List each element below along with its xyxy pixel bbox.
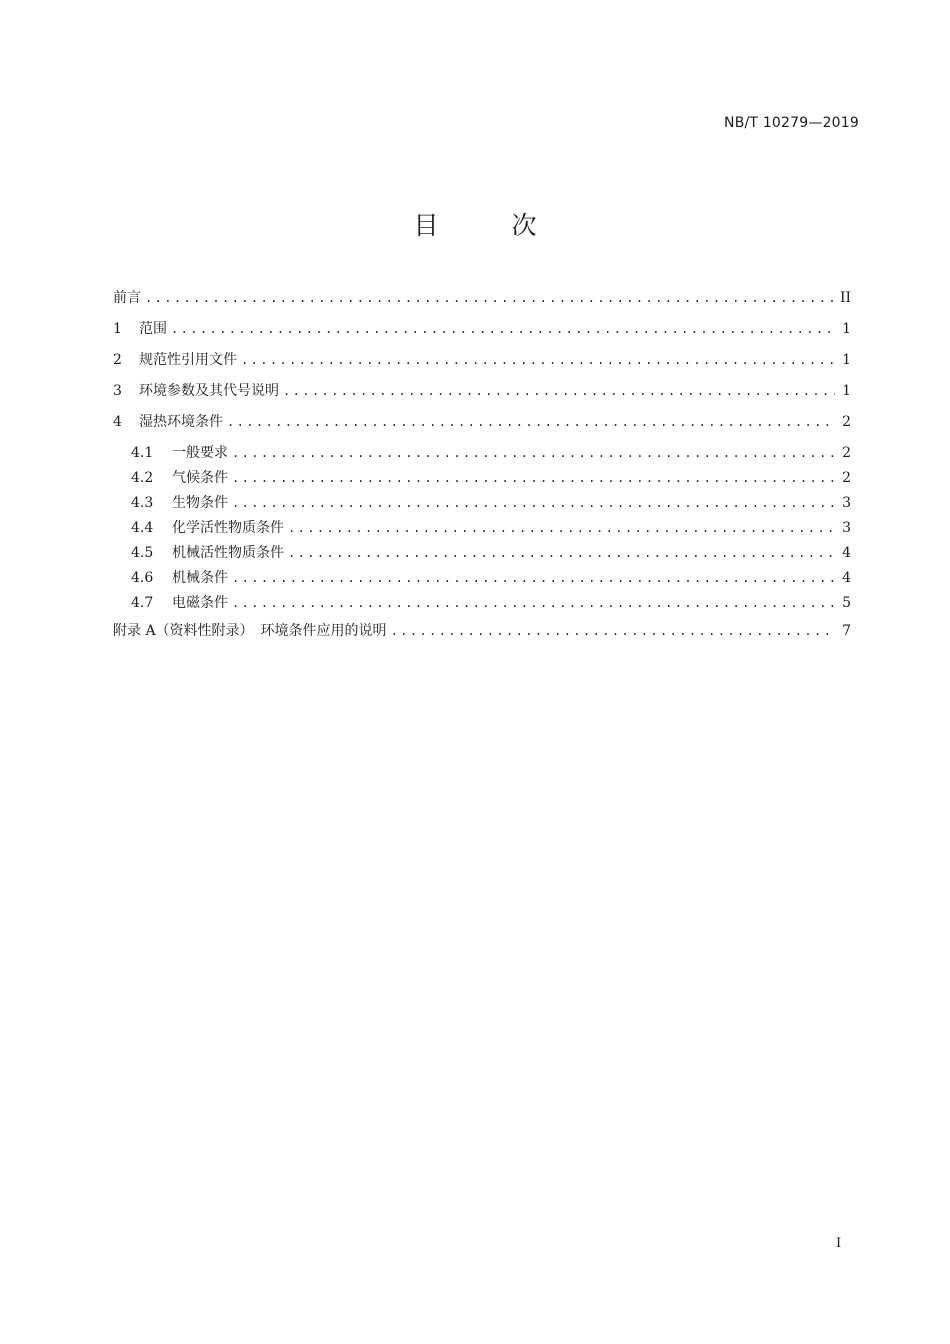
toc-entry-page: 3 [842, 495, 851, 511]
toc-entry-page: 4 [842, 545, 851, 561]
dot-leader [232, 566, 835, 590]
toc-entry-label: 前言 [113, 290, 141, 306]
dot-leader [288, 541, 835, 565]
toc-entry-number: 1 [113, 321, 122, 337]
toc-entry-page: 7 [842, 623, 851, 639]
toc-entry-label: 规范性引用文件 [139, 352, 237, 368]
toc-entry-general-requirements[interactable] [113, 441, 851, 466]
toc-entry-number: 4.5 [131, 545, 154, 561]
toc-entry-page: 1 [842, 352, 851, 368]
toc-entry-label: 生物条件 [172, 495, 228, 511]
toc-entry-number: 4.6 [131, 570, 154, 586]
toc-entry-number: 2 [113, 352, 122, 368]
toc-entry-mechanically-active-substances[interactable] [113, 541, 851, 566]
toc-entry-mechanical-conditions[interactable] [113, 566, 851, 591]
dot-leader [232, 591, 835, 615]
toc-entry-number: 4.4 [131, 520, 154, 536]
dot-leader [145, 286, 835, 310]
toc-entry-page: II [839, 290, 851, 306]
toc-entry-page: 2 [842, 445, 851, 461]
dot-leader [288, 516, 835, 540]
toc-entry-page: 1 [842, 383, 851, 399]
toc-entry-number: 4 [113, 414, 122, 430]
dot-leader [232, 441, 835, 465]
toc-entry-normative-references[interactable] [113, 348, 851, 379]
toc-entry-label: 气候条件 [172, 470, 228, 486]
toc-entry-page: 2 [842, 414, 851, 430]
toc-entry-foreword[interactable] [113, 286, 851, 317]
dot-leader [391, 619, 835, 643]
toc-entry-number: 4.3 [131, 495, 154, 511]
toc-entry-label: 附录 A（资料性附录） 环境条件应用的说明 [113, 623, 387, 639]
dot-leader [232, 466, 835, 490]
toc-entry-page: 3 [842, 520, 851, 536]
toc-entry-parameters[interactable] [113, 379, 851, 410]
toc-entry-climatic-conditions[interactable] [113, 466, 851, 491]
toc-entry-humid-heat-conditions[interactable] [113, 410, 851, 441]
toc-entry-number: 4.1 [131, 445, 154, 461]
toc-entry-page: 2 [842, 470, 851, 486]
toc-entry-label: 机械活性物质条件 [172, 545, 284, 561]
toc-entry-number: 4.7 [131, 595, 154, 611]
page-number: I [836, 1236, 842, 1251]
toc-entry-label: 机械条件 [172, 570, 228, 586]
page-title: 目 次 [413, 211, 561, 240]
dot-leader [241, 348, 835, 372]
toc-entry-label: 一般要求 [172, 445, 228, 461]
toc-entry-label: 环境参数及其代号说明 [139, 383, 279, 399]
toc-entry-label: 化学活性物质条件 [172, 520, 284, 536]
toc-entry-label: 电磁条件 [172, 595, 228, 611]
toc-entry-number: 3 [113, 383, 122, 399]
toc-entry-label: 湿热环境条件 [139, 414, 223, 430]
toc-entry-page: 4 [842, 570, 851, 586]
toc-entry-biological-conditions[interactable] [113, 491, 851, 516]
dot-leader [227, 410, 835, 434]
dot-leader [171, 317, 835, 341]
document-code: NB/T 10279—2019 [724, 115, 859, 131]
toc-entry-chemically-active-substances[interactable] [113, 516, 851, 541]
dot-leader [232, 491, 835, 515]
toc-entry-electromagnetic-conditions[interactable] [113, 591, 851, 616]
toc-entry-annex-a[interactable] [113, 619, 851, 650]
table-of-contents [113, 286, 851, 650]
toc-entry-label: 范围 [139, 321, 167, 337]
toc-entry-page: 1 [842, 321, 851, 337]
dot-leader [283, 379, 835, 403]
toc-entry-scope[interactable] [113, 317, 851, 348]
toc-entry-number: 4.2 [131, 470, 154, 486]
toc-entry-page: 5 [842, 595, 851, 611]
